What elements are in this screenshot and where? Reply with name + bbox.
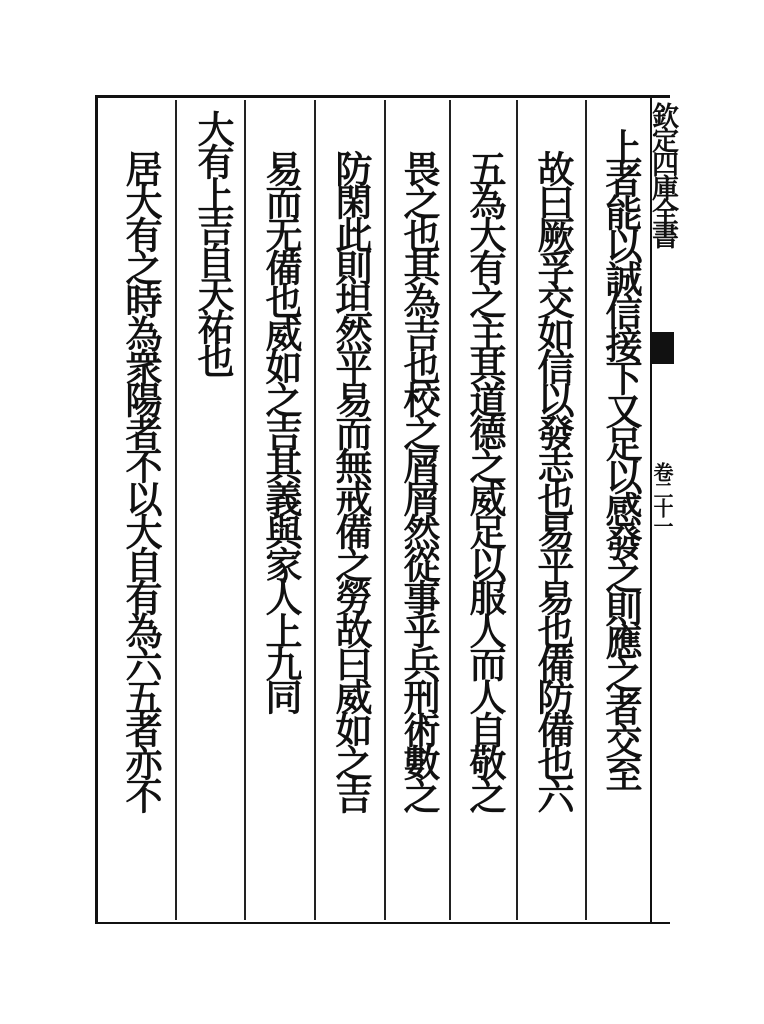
text-column-2: 故曰厥孚交如信以發志也易平易也備防備也六	[531, 150, 575, 810]
text-column-4: 畏之也其為吉也校之屑屑然從事乎兵刑術數之	[397, 150, 441, 810]
margin-fishtail-mark	[652, 332, 674, 364]
text-column-8: 居大有之時為衆陽者不以大自有為六五者亦不	[119, 150, 163, 810]
page-frame	[95, 95, 670, 924]
text-column-3: 五為大有之主其道德之威足以服人而人自敬之	[463, 150, 507, 810]
text-column-6: 易而无備也威如之吉其義與家人上九同	[259, 150, 303, 711]
column-rule	[175, 100, 177, 920]
margin-book-title: 欽定四庫全書	[647, 102, 678, 246]
column-rule	[449, 100, 451, 920]
margin-volume-number: 卷二十一	[650, 462, 674, 534]
column-rule	[384, 100, 386, 920]
text-column-1: 上者能以誠信接下又足以感發之則應之者交至	[599, 128, 643, 788]
column-rule	[516, 100, 518, 920]
text-column-5: 防閑此則坦然平易而無戒備之勞故曰威如之吉	[329, 150, 373, 810]
column-rule	[244, 100, 246, 920]
text-column-7: 大有上吉自天祐也	[191, 110, 235, 374]
column-rule	[585, 100, 587, 920]
column-rule	[314, 100, 316, 920]
